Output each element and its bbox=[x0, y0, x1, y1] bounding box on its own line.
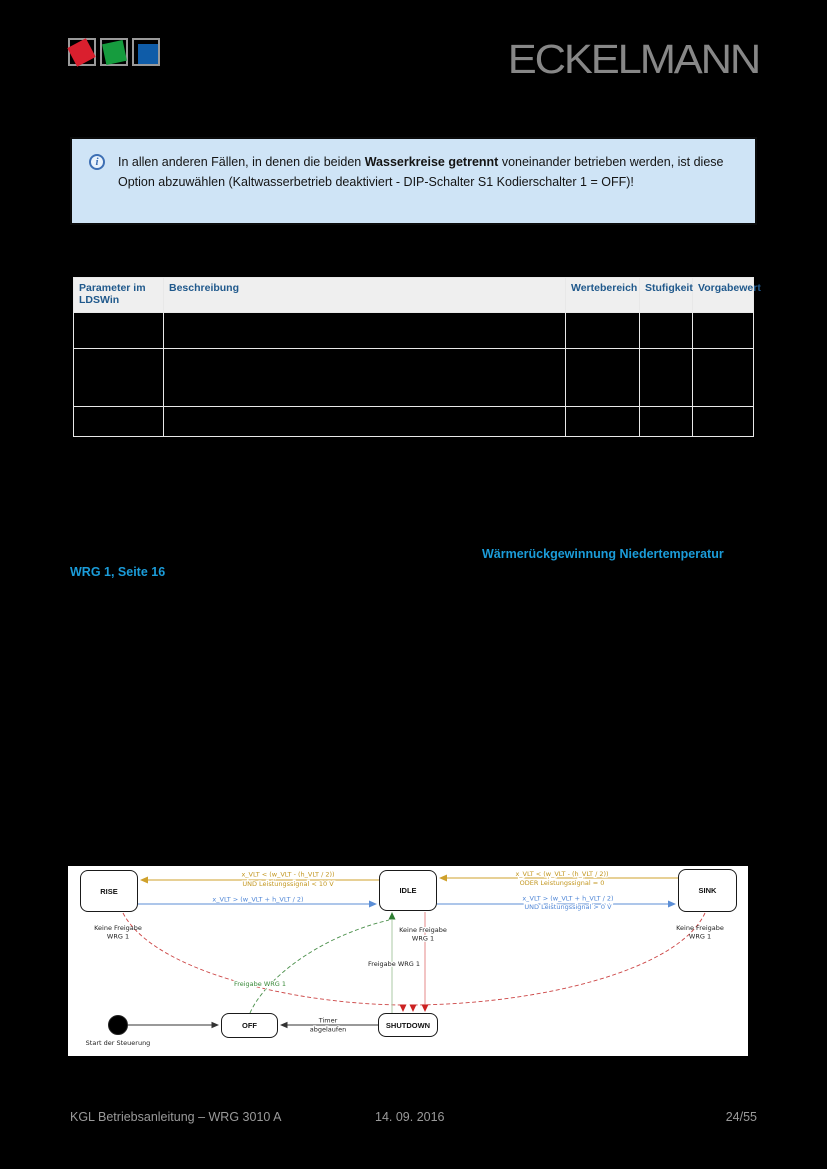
col-header-parameter: Parameter im LDSWin bbox=[74, 278, 164, 313]
table-cell bbox=[640, 407, 693, 437]
table-cell bbox=[164, 407, 566, 437]
arrow-sink-to-shutdown bbox=[411, 913, 705, 1005]
state-diagram bbox=[68, 866, 748, 1056]
label-idle-keine-freigabe: Keine Freigabe bbox=[399, 926, 447, 934]
label-shutdown-freigabe: Freigabe WRG 1 bbox=[367, 960, 421, 968]
parameter-table bbox=[73, 277, 761, 437]
table-cell bbox=[640, 313, 693, 349]
col-header-stufigkeit: Stufigkeit bbox=[640, 278, 693, 313]
label-sink-to-idle-condition: x_VLT < (w_VLT - (h_VLT / 2)) bbox=[515, 870, 609, 878]
label-sink-to-idle-condition2: ODER Leistungssignal = 0 bbox=[519, 879, 605, 887]
label-idle-to-sink-condition2: UND Leistungssignal > 0 V bbox=[524, 903, 612, 911]
state-shutdown: SHUTDOWN bbox=[378, 1013, 438, 1037]
arrowhead-idle-to-shutdown-icon bbox=[422, 1005, 429, 1013]
table-row bbox=[74, 349, 754, 407]
col-header-wertebereich: Wertebereich bbox=[566, 278, 640, 313]
state-off: OFF bbox=[221, 1013, 278, 1038]
label-rise-keine-freigabe: Keine Freigabe bbox=[94, 924, 142, 932]
table-cell bbox=[164, 313, 566, 349]
label-rise-to-idle-condition: x_VLT > (w_VLT + h_VLT / 2) bbox=[212, 895, 304, 904]
table-cell bbox=[693, 407, 754, 437]
state-idle: IDLE bbox=[379, 870, 437, 911]
arrowhead-sink-to-shutdown-icon bbox=[410, 1005, 417, 1013]
table-cell bbox=[566, 349, 640, 407]
table-cell bbox=[74, 407, 164, 437]
table-row bbox=[74, 313, 754, 349]
footer-document-title: KGL Betriebsanleitung – WRG 3010 A bbox=[70, 1110, 282, 1124]
table-cell bbox=[164, 349, 566, 407]
table-row bbox=[74, 407, 754, 437]
info-icon: i bbox=[89, 154, 105, 170]
label-sink-keine-freigabe: Keine Freigabe bbox=[676, 924, 724, 932]
info-note-box bbox=[70, 137, 757, 225]
eckelmann-logo bbox=[68, 38, 160, 66]
state-sink: SINK bbox=[678, 869, 737, 912]
table-cell bbox=[566, 407, 640, 437]
state-rise: RISE bbox=[80, 870, 138, 912]
logo-green-tile bbox=[100, 38, 128, 66]
label-idle-keine-freigabe2: WRG 1 bbox=[411, 934, 435, 943]
footer-date: 14. 09. 2016 bbox=[375, 1110, 445, 1124]
arrowhead-rise-to-shutdown-icon bbox=[400, 1005, 407, 1013]
label-idle-to-rise-condition: x_VLT < (w_VLT - (h_VLT / 2)) bbox=[241, 870, 335, 879]
label-start-der-steuerung: Start der Steuerung bbox=[85, 1039, 151, 1047]
arrowhead-rise-to-idle-icon bbox=[369, 901, 377, 908]
arrowhead-shutdown-to-off-icon bbox=[280, 1022, 288, 1028]
label-off-freigabe: Freigabe WRG 1 bbox=[233, 980, 287, 988]
blue-square-icon bbox=[138, 44, 158, 64]
link-wrg1-seite16[interactable]: WRG 1, Seite 16 bbox=[70, 565, 166, 579]
label-idle-to-rise-condition2: UND Leistungssignal < 10 V bbox=[242, 880, 334, 888]
col-header-beschreibung: Beschreibung bbox=[164, 278, 566, 313]
link-waermerueckgewinnung[interactable]: Wärmerückgewinnung Niedertemperatur bbox=[482, 547, 724, 561]
footer-page-number: 24/55 bbox=[725, 1110, 757, 1124]
arrow-rise-to-shutdown bbox=[123, 913, 402, 1005]
info-text-after: voneinander betrieben werden, ist diese Option abzuwählen (Kaltwasserbetrieb deaktiviert - DIP-Schalter S1 Kodierschalter 1 = OFF)! bbox=[118, 155, 724, 190]
start-state-dot-icon bbox=[108, 1015, 128, 1035]
info-text-before: In allen anderen Fällen, in denen die beiden bbox=[118, 155, 365, 169]
green-square-icon bbox=[102, 40, 127, 65]
label-rise-keine-freigabe2: WRG 1 bbox=[106, 932, 130, 941]
table-header-row bbox=[74, 278, 754, 313]
table-cell bbox=[74, 349, 164, 407]
info-text-bold: Wasserkreise getrennt bbox=[364, 155, 499, 169]
arrowhead-to-idle-icon bbox=[389, 912, 396, 920]
label-idle-to-sink-condition: x_VLT > (w_VLT + h_VLT / 2) bbox=[522, 894, 614, 903]
arrowhead-idle-to-sink-icon bbox=[668, 901, 676, 908]
brand-wordmark: ECKELMANN bbox=[507, 36, 759, 82]
table-cell bbox=[566, 313, 640, 349]
col-header-vorgabewert: Vorgabewert bbox=[693, 278, 754, 313]
logo-blue-tile bbox=[132, 38, 160, 66]
label-sink-keine-freigabe2: WRG 1 bbox=[688, 932, 712, 941]
logo-red-tile bbox=[68, 38, 96, 66]
table-cell bbox=[74, 313, 164, 349]
arrowhead-sink-to-idle-icon bbox=[439, 875, 447, 882]
red-square-icon bbox=[67, 38, 95, 66]
arrowhead-start-to-off-icon bbox=[212, 1022, 220, 1028]
label-timer2: abgelaufen bbox=[309, 1025, 347, 1034]
label-timer: Timer bbox=[318, 1016, 338, 1025]
table-cell bbox=[693, 313, 754, 349]
table-cell bbox=[693, 349, 754, 407]
table-cell bbox=[640, 349, 693, 407]
info-note-text bbox=[118, 152, 732, 193]
arrowhead-idle-to-rise-icon bbox=[140, 877, 148, 884]
